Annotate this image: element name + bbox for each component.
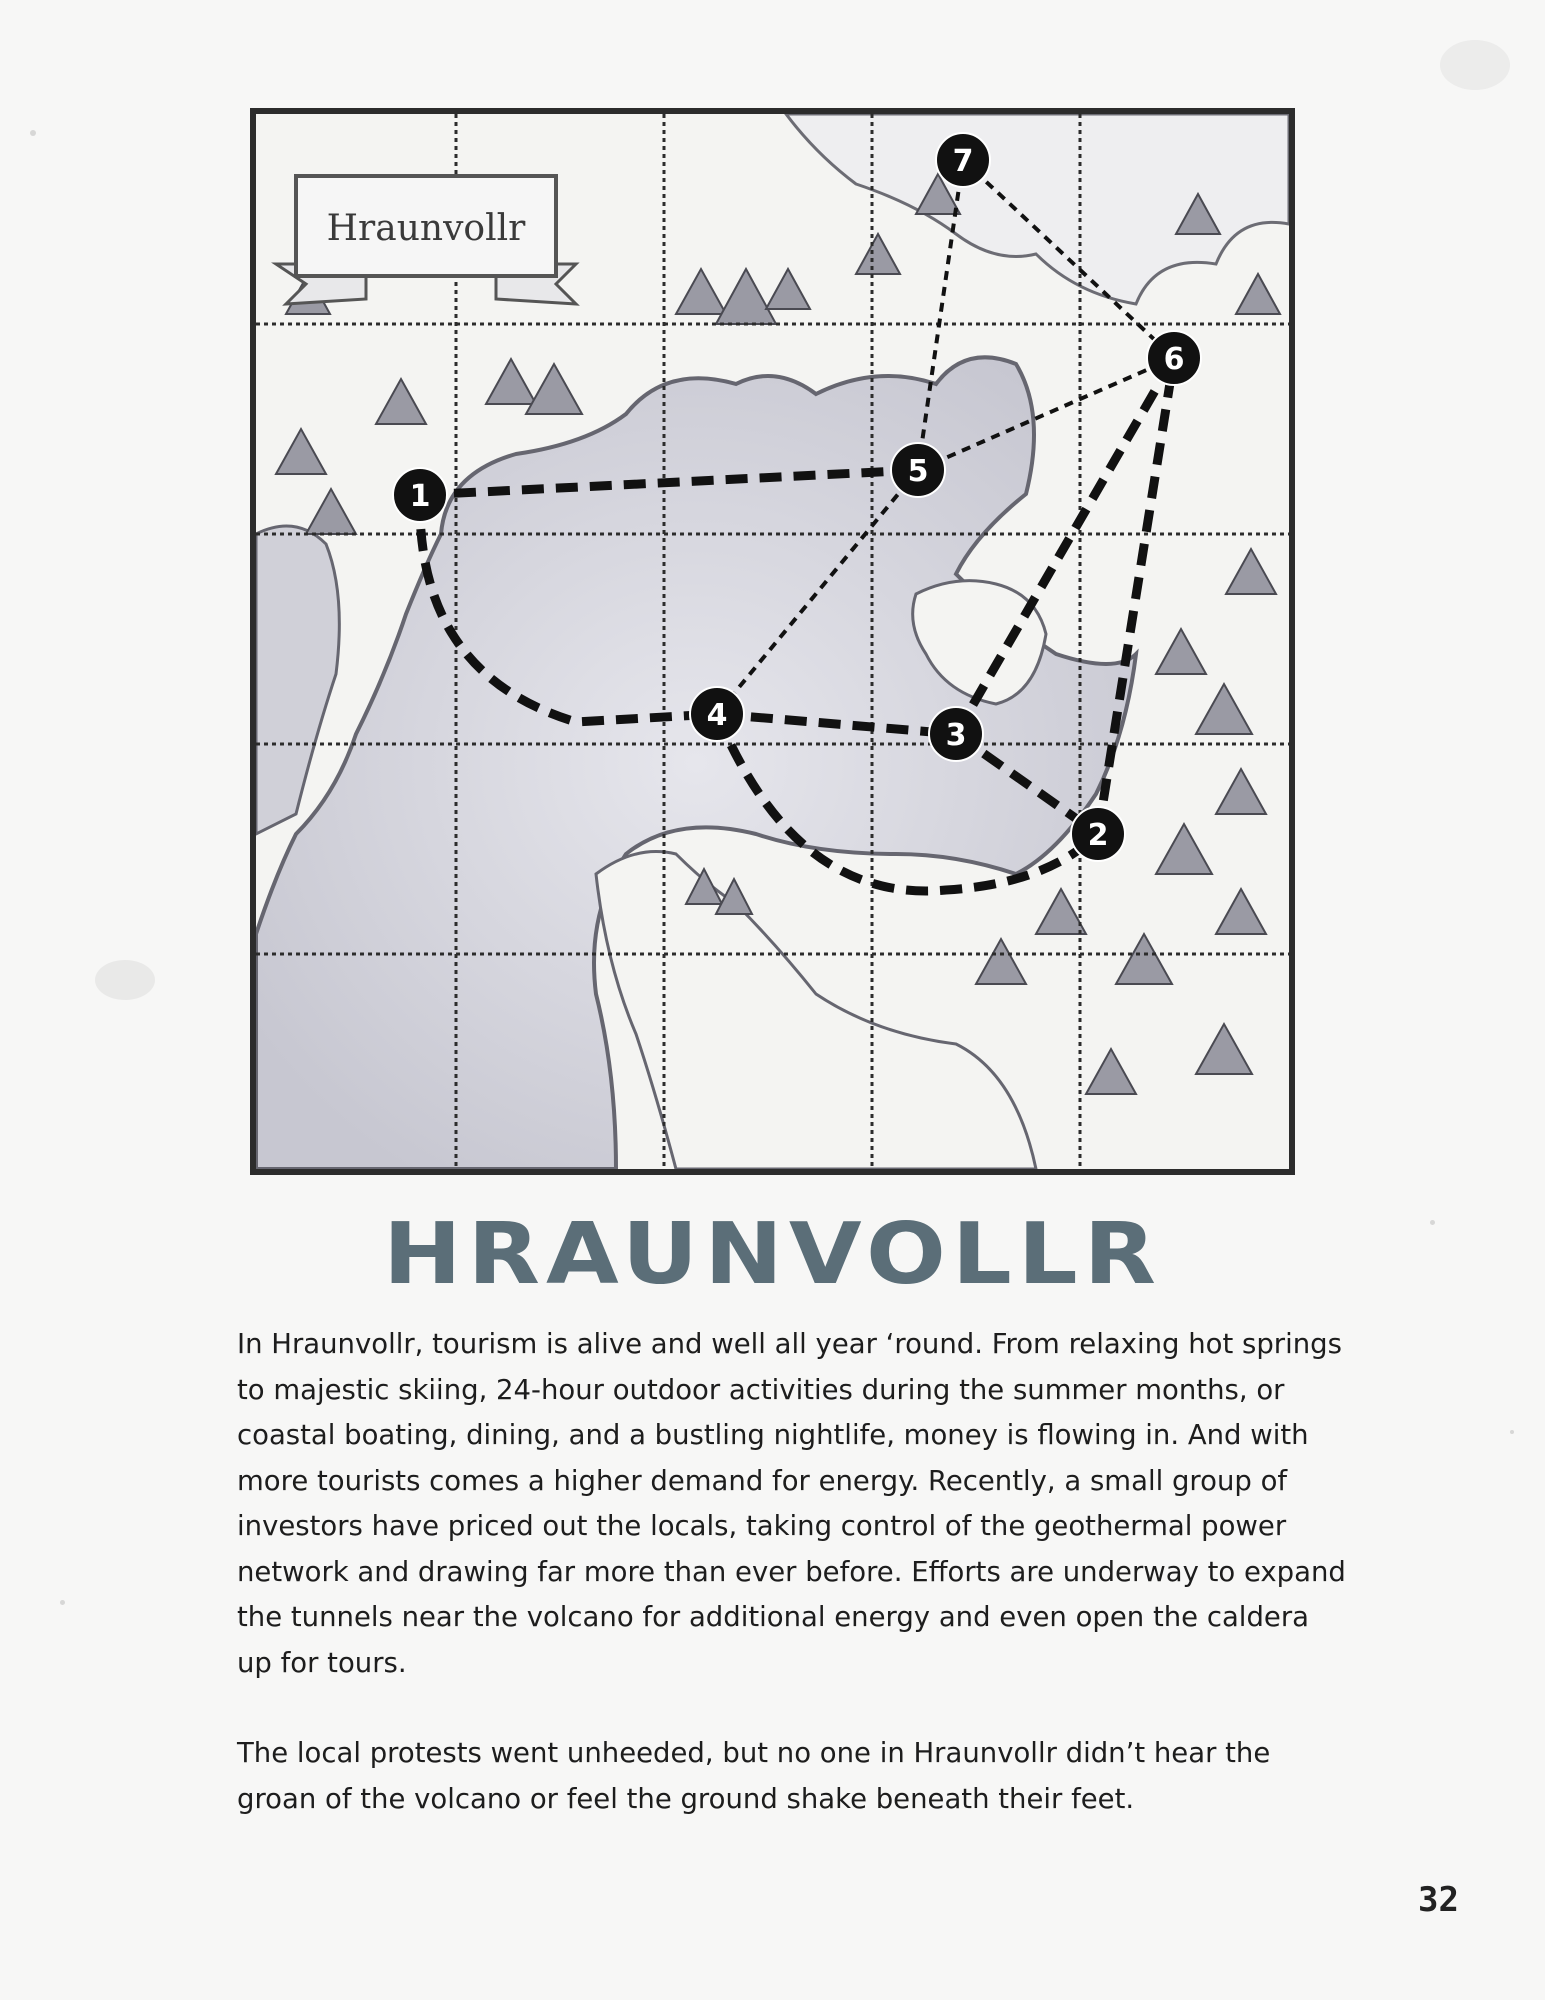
marker-label: 3 <box>945 718 967 753</box>
body-text <box>237 1322 1347 1867</box>
region-map <box>250 108 1295 1175</box>
marker-label: 2 <box>1087 818 1109 853</box>
paragraph-2: The local protests went unheeded, but no one in Hraunvollr didn’t hear the groan of the volcano or feel the ground shake beneath their feet. <box>237 1737 1271 1815</box>
map-label: Hraunvollr <box>326 208 526 249</box>
map-marker-7 <box>936 133 990 187</box>
map-canvas <box>256 114 1289 1169</box>
marker-label: 4 <box>706 698 728 733</box>
marker-label: 5 <box>907 454 929 489</box>
map-marker-3 <box>929 707 983 761</box>
marker-label: 6 <box>1163 342 1185 377</box>
paragraph-1: In Hraunvollr, tourism is alive and well all year ‘round. From relaxing hot springs to majestic skiing, 24-hour outdoor activities during the summer months, or coastal boating, dining, and a bustling nightlife, money is flowing in. And with more tourists comes a higher demand for energy. Recently, a small group of investors have priced out the locals, taking control of the geothermal power network and drawing far more than ever before. Efforts are underway to expand the tunnels near the volcano for additional energy and even open the caldera up for tours. <box>237 1328 1346 1679</box>
map-marker-4 <box>690 687 744 741</box>
page-title: HRAUNVOLLR <box>382 1205 1163 1304</box>
marker-label: 1 <box>409 479 431 514</box>
marker-label: 7 <box>952 144 974 179</box>
map-marker-6 <box>1147 331 1201 385</box>
page-number: 32 <box>1418 1880 1459 1920</box>
map-marker-2 <box>1071 807 1125 861</box>
map-marker-1 <box>393 468 447 522</box>
map-marker-5 <box>891 443 945 497</box>
